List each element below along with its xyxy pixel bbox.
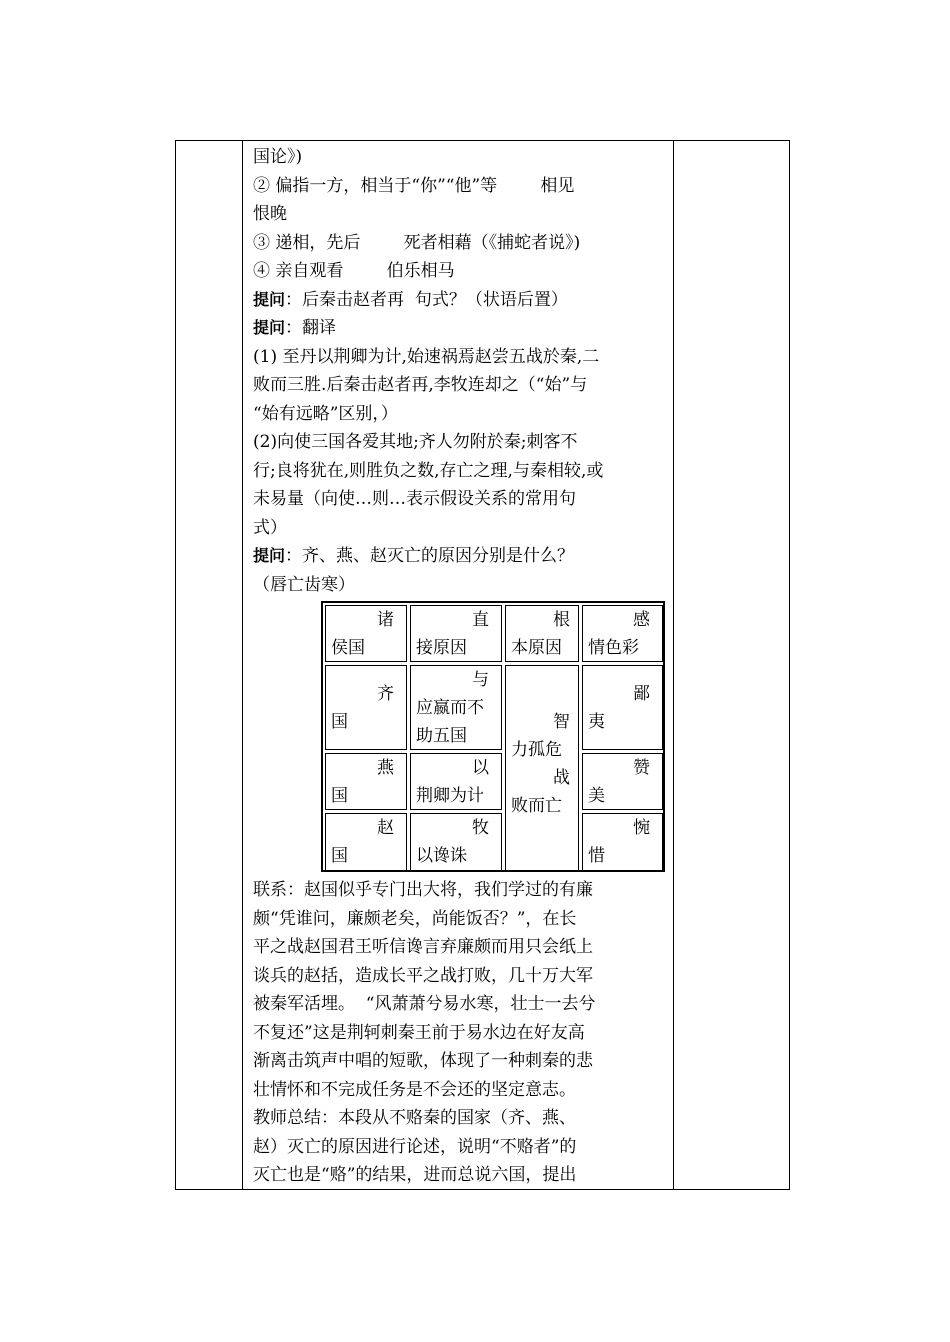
cell-text: 齐 bbox=[377, 684, 394, 704]
cell-text: 战 bbox=[553, 768, 570, 788]
cell-text: 荆卿为计 bbox=[416, 786, 484, 806]
cell-text: 助五国 bbox=[416, 726, 467, 746]
cell-text: 与 bbox=[472, 670, 489, 690]
cell-text: 应嬴而不 bbox=[416, 698, 484, 718]
cell-text: 智 bbox=[553, 712, 570, 732]
cell-text: 以谗诛 bbox=[416, 846, 467, 866]
text-line: “始有远略”区别，） bbox=[253, 403, 398, 424]
cell-text: 赞 bbox=[633, 758, 650, 778]
question-text: ：齐、燕、赵灭亡的原因分别是什么？ bbox=[285, 546, 575, 566]
text-line: 式） bbox=[253, 517, 287, 538]
cell-qi-direct bbox=[410, 665, 502, 750]
header-cell-root bbox=[505, 605, 579, 662]
cell-text: 国 bbox=[331, 786, 348, 806]
cell-qi-emotion bbox=[582, 665, 663, 750]
question-label: 提问 bbox=[253, 318, 286, 337]
text-line: 联系：赵国似乎专门出大将，我们学过的有廉 bbox=[253, 880, 593, 900]
text-line: 壮情怀和不完成任务是不会还的坚定意志。 bbox=[253, 1079, 576, 1100]
question-text: ：后秦击赵者再 句式？（状语后置） bbox=[285, 289, 568, 310]
cell-qi bbox=[325, 665, 407, 750]
cell-text: 根 bbox=[553, 610, 570, 630]
text-line: 赵）灭亡的原因进行论述，说明“不赂者”的 bbox=[253, 1136, 577, 1157]
cell-text: 直 bbox=[472, 610, 489, 630]
cell-text: 夷 bbox=[588, 712, 605, 732]
column-divider-left bbox=[242, 141, 243, 1189]
lesson-content-continued bbox=[253, 876, 673, 1190]
text-line: 谈兵的赵括，造成长平之战打败，几十万大军 bbox=[253, 965, 593, 986]
header-cell-emotion bbox=[582, 605, 663, 662]
question-line bbox=[253, 286, 673, 315]
cell-text: 惋 bbox=[633, 818, 650, 838]
text-line: 不复还”这是荆轲刺秦王前于易水边在好友高 bbox=[253, 1022, 585, 1043]
text-line: 败而三胜.后秦击赵者再,李牧连却之（“始”与 bbox=[253, 375, 588, 395]
cell-text: 惜 bbox=[588, 846, 605, 866]
cell-text: 国 bbox=[331, 712, 348, 732]
text-line: (1) 至丹以荆卿为计,始速祸焉赵尝五战於秦,二 bbox=[253, 346, 600, 367]
text-line: ④ 亲自观看 伯乐相马 bbox=[253, 261, 455, 281]
text-line: 平之战赵国君王听信谗言弃廉颇而用只会纸上 bbox=[253, 937, 593, 957]
question-line bbox=[253, 542, 673, 571]
text-line: 未易量（向使…则…表示假设关系的常用句 bbox=[253, 489, 576, 509]
cell-yan bbox=[325, 753, 407, 810]
cell-text: 燕 bbox=[377, 758, 394, 778]
cell-text: 美 bbox=[588, 786, 605, 806]
cell-text: 感 bbox=[633, 610, 650, 630]
header-cell-state bbox=[325, 605, 407, 662]
cell-text: 败而亡 bbox=[511, 796, 562, 816]
cell-zhao-direct bbox=[410, 813, 502, 871]
text-line: ② 偏指一方，相当于“你”“他”等 相见 bbox=[253, 175, 575, 196]
cell-zhao-emotion bbox=[582, 813, 663, 871]
cell-zhao bbox=[325, 813, 407, 871]
header-cell-direct bbox=[410, 605, 502, 662]
text-line: （唇亡齿寒） bbox=[253, 574, 355, 595]
cell-root-cause bbox=[505, 665, 579, 871]
text-line: ③ 递相，先后 死者相藉（《捕蛇者说》) bbox=[253, 232, 581, 253]
cell-text: 牧 bbox=[472, 818, 489, 838]
text-line: 行;良将犹在,则胜负之数,存亡之理,与秦相较,或 bbox=[253, 460, 604, 481]
text-line: (2)向使三国各爱其地;齐人勿附於秦;刺客不 bbox=[253, 432, 578, 452]
text-line: 颇“凭谁问，廉颇老矣，尚能饭否？”，在长 bbox=[253, 908, 577, 929]
text-line: 教师总结：本段从不赂秦的国家（齐、燕、 bbox=[253, 1108, 576, 1128]
cell-text: 接原因 bbox=[416, 638, 467, 658]
cell-text: 鄙 bbox=[633, 684, 650, 704]
question-line bbox=[253, 314, 673, 343]
cell-text: 情色彩 bbox=[588, 638, 639, 658]
text-line: 被秦军活埋。 “风萧萧兮易水寒，壮士一去兮 bbox=[253, 994, 596, 1014]
cell-text: 力孤危 bbox=[511, 740, 562, 760]
cell-yan-emotion bbox=[582, 753, 663, 810]
column-divider-right bbox=[673, 141, 674, 1189]
cell-yan-direct bbox=[410, 753, 502, 810]
reasons-table bbox=[321, 601, 665, 872]
cell-text: 本原因 bbox=[511, 638, 562, 658]
cell-text: 国 bbox=[331, 846, 348, 866]
lesson-content bbox=[253, 143, 673, 599]
cell-text: 侯国 bbox=[331, 638, 365, 658]
text-line: 灭亡也是“赂”的结果，进而总说六国，提出 bbox=[253, 1165, 577, 1185]
cell-text: 赵 bbox=[377, 818, 394, 838]
cell-text: 以 bbox=[472, 758, 489, 778]
question-label: 提问 bbox=[253, 289, 286, 309]
cell-text: 诸 bbox=[377, 610, 394, 630]
text-line: 恨晚 bbox=[253, 204, 287, 224]
text-line: 国论》) bbox=[253, 147, 303, 167]
question-text: ：翻译 bbox=[285, 318, 337, 338]
question-label: 提问 bbox=[253, 546, 286, 565]
text-line: 渐离击筑声中唱的短歌，体现了一种刺秦的悲 bbox=[253, 1051, 593, 1071]
